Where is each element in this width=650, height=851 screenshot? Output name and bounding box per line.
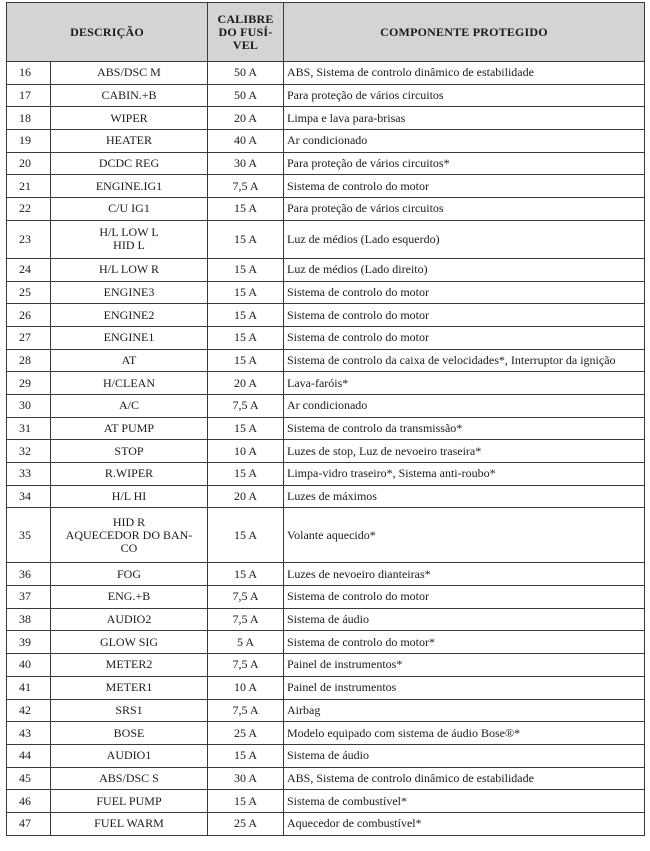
- table-row: [7, 485, 645, 508]
- fuse-number: 29: [7, 372, 51, 395]
- header-calibre: [208, 3, 284, 62]
- fuse-rating: 25 A: [208, 812, 284, 835]
- fuse-description-line: DCDC REG: [98, 156, 160, 171]
- fuse-rating: 50 A: [208, 84, 284, 107]
- fuse-rating: 15 A: [208, 744, 284, 767]
- fuse-description-line: SRS1: [115, 702, 143, 717]
- fuse-number: 45: [7, 767, 51, 790]
- fuse-rating: 15 A: [208, 220, 284, 258]
- protected-component: Sistema de combustível*: [284, 790, 645, 813]
- table-row: [7, 676, 645, 699]
- header-calibre-line: DO FUSÍ-: [218, 24, 273, 39]
- table-row: [7, 463, 645, 486]
- fuse-description-line: AQUECEDOR DO BAN-: [65, 527, 193, 542]
- protected-component: Painel de instrumentos*: [284, 654, 645, 677]
- fuse-rating: 7,5 A: [208, 699, 284, 722]
- protected-component: Sistema de controlo do motor*: [284, 631, 645, 654]
- fuse-description: [51, 417, 208, 440]
- fuse-number: 27: [7, 326, 51, 349]
- fuse-description: [51, 631, 208, 654]
- fuse-number: 41: [7, 676, 51, 699]
- fuse-description-line: FOG: [116, 566, 141, 581]
- fuse-description: [51, 722, 208, 745]
- fuse-description-line: ENGINE2: [103, 307, 155, 322]
- protected-component: Sistema de controlo do motor: [284, 326, 645, 349]
- table-row: [7, 508, 645, 563]
- fuse-description: [51, 304, 208, 327]
- fuse-description-line: AT PUMP: [103, 420, 155, 435]
- fuse-rating: 10 A: [208, 676, 284, 699]
- table-row: [7, 281, 645, 304]
- fuse-rating: 20 A: [208, 107, 284, 130]
- fuse-description-line: H/L LOW R: [99, 262, 159, 277]
- protected-component: ABS, Sistema de controlo dinâmico de estabilidade: [284, 62, 645, 85]
- fuse-table-container: [6, 2, 645, 836]
- protected-component: Luzes de nevoeiro dianteiras*: [284, 563, 645, 586]
- table-row: [7, 198, 645, 221]
- table-row: [7, 631, 645, 654]
- fuse-number: 22: [7, 198, 51, 221]
- protected-component: Luz de médios (Lado direito): [284, 258, 645, 281]
- fuse-rating: 7,5 A: [208, 654, 284, 677]
- fuse-description: [51, 563, 208, 586]
- fuse-rating: 30 A: [208, 152, 284, 175]
- table-row: [7, 699, 645, 722]
- fuse-number: 16: [7, 62, 51, 85]
- table-row: [7, 220, 645, 258]
- protected-component: Limpa-vidro traseiro*, Sistema anti-roubo*: [284, 463, 645, 486]
- fuse-description-line: H/L HI: [111, 489, 147, 504]
- protected-component: Sistema de controlo da caixa de velocidades*, Interruptor da ignição: [284, 349, 645, 372]
- fuse-number: 39: [7, 631, 51, 654]
- fuse-number: 32: [7, 440, 51, 463]
- fuse-description: [51, 654, 208, 677]
- protected-component: Sistema de controlo do motor: [284, 304, 645, 327]
- fuse-rating: 40 A: [208, 130, 284, 153]
- protected-component: Luz de médios (Lado esquerdo): [284, 220, 645, 258]
- fuse-number: 36: [7, 563, 51, 586]
- fuse-description: [51, 130, 208, 153]
- table-row: [7, 326, 645, 349]
- fuse-rating: 30 A: [208, 767, 284, 790]
- fuse-description-line: ENGINE3: [103, 284, 155, 299]
- fuse-description-line: AT: [121, 352, 137, 367]
- table-row: [7, 417, 645, 440]
- fuse-rating: 15 A: [208, 417, 284, 440]
- fuse-number: 37: [7, 586, 51, 609]
- fuse-description-line: HID R: [112, 514, 146, 529]
- protected-component: Aquecedor de combustível*: [284, 812, 645, 835]
- fuse-number: 26: [7, 304, 51, 327]
- table-row: [7, 563, 645, 586]
- fuse-number: 47: [7, 812, 51, 835]
- fuse-description-line: C/U IG1: [108, 201, 150, 216]
- protected-component: Painel de instrumentos: [284, 676, 645, 699]
- fuse-description: [51, 790, 208, 813]
- fuse-description: [51, 608, 208, 631]
- table-body: [7, 62, 645, 836]
- fuse-description: [51, 372, 208, 395]
- fuse-description-line: ABS/DSC M: [97, 65, 161, 80]
- fuse-description-line: CO: [120, 540, 138, 555]
- table-row: [7, 107, 645, 130]
- fuse-description: [51, 107, 208, 130]
- fuse-description: [51, 508, 208, 563]
- table-row: [7, 722, 645, 745]
- fuse-description-line: AUDIO1: [106, 748, 152, 763]
- fuse-description-line: METER1: [105, 680, 153, 695]
- fuse-description-line: ENGINE.IG1: [95, 178, 163, 193]
- fuse-description-line: A/C: [118, 398, 139, 413]
- fuse-rating: 5 A: [208, 631, 284, 654]
- table-row: [7, 349, 645, 372]
- fuse-rating: 7,5 A: [208, 394, 284, 417]
- fuse-description-line: HEATER: [106, 133, 152, 148]
- fuse-description: [51, 767, 208, 790]
- table-row: [7, 586, 645, 609]
- protected-component: Sistema de controlo do motor: [284, 175, 645, 198]
- fuse-description: [51, 175, 208, 198]
- table-row: [7, 394, 645, 417]
- fuse-number: 34: [7, 485, 51, 508]
- fuse-table: [6, 2, 645, 836]
- fuse-description: [51, 744, 208, 767]
- fuse-number: 42: [7, 699, 51, 722]
- fuse-description-line: ABS/DSC S: [99, 770, 159, 785]
- fuse-rating: 7,5 A: [208, 586, 284, 609]
- fuse-number: 25: [7, 281, 51, 304]
- fuse-rating: 15 A: [208, 281, 284, 304]
- protected-component: Ar condicionado: [284, 394, 645, 417]
- fuse-number: 18: [7, 107, 51, 130]
- header-calibre-line: VEL: [232, 37, 259, 52]
- fuse-rating: 15 A: [208, 304, 284, 327]
- fuse-number: 33: [7, 463, 51, 486]
- fuse-description: [51, 258, 208, 281]
- fuse-description: [51, 440, 208, 463]
- table-row: [7, 152, 645, 175]
- fuse-rating: 7,5 A: [208, 608, 284, 631]
- fuse-number: 43: [7, 722, 51, 745]
- protected-component: Sistema de áudio: [284, 608, 645, 631]
- fuse-number: 40: [7, 654, 51, 677]
- fuse-description-line: STOP: [114, 443, 144, 458]
- fuse-description-line: WIPER: [110, 110, 148, 125]
- protected-component: Para proteção de vários circuitos*: [284, 152, 645, 175]
- fuse-number: 28: [7, 349, 51, 372]
- table-row: [7, 130, 645, 153]
- fuse-rating: 15 A: [208, 508, 284, 563]
- fuse-number: 38: [7, 608, 51, 631]
- fuse-description: [51, 676, 208, 699]
- fuse-description: [51, 84, 208, 107]
- fuse-description: [51, 62, 208, 85]
- protected-component: Modelo equipado com sistema de áudio Bose®*: [284, 722, 645, 745]
- table-row: [7, 62, 645, 85]
- fuse-rating: 50 A: [208, 62, 284, 85]
- table-row: [7, 304, 645, 327]
- fuse-number: 46: [7, 790, 51, 813]
- fuse-rating: 15 A: [208, 463, 284, 486]
- protected-component: Airbag: [284, 699, 645, 722]
- protected-component: Volante aquecido*: [284, 508, 645, 563]
- protected-component: Sistema de áudio: [284, 744, 645, 767]
- fuse-description: [51, 349, 208, 372]
- table-row: [7, 175, 645, 198]
- protected-component: Para proteção de vários circuitos: [284, 198, 645, 221]
- fuse-rating: 25 A: [208, 722, 284, 745]
- fuse-description-line: AUDIO2: [106, 612, 152, 627]
- fuse-number: 20: [7, 152, 51, 175]
- fuse-description-line: H/CLEAN: [103, 375, 155, 390]
- protected-component: Limpa e lava para-brisas: [284, 107, 645, 130]
- table-row: [7, 812, 645, 835]
- protected-component: Luzes de máximos: [284, 485, 645, 508]
- fuse-number: 30: [7, 394, 51, 417]
- fuse-description-line: CABIN.+B: [101, 88, 157, 103]
- fuse-description-line: ENG.+B: [107, 589, 151, 604]
- fuse-rating: 15 A: [208, 258, 284, 281]
- protected-component: Para proteção de vários circuitos: [284, 84, 645, 107]
- fuse-description: [51, 198, 208, 221]
- fuse-description-line: HID L: [113, 238, 145, 253]
- fuse-description: [51, 699, 208, 722]
- table-row: [7, 608, 645, 631]
- fuse-description-line: ENGINE1: [103, 330, 155, 345]
- fuse-rating: 15 A: [208, 790, 284, 813]
- fuse-description-line: FUEL WARM: [94, 816, 164, 831]
- protected-component: Lava-faróis*: [284, 372, 645, 395]
- fuse-number: 23: [7, 220, 51, 258]
- fuse-number: 31: [7, 417, 51, 440]
- protected-component: Ar condicionado: [284, 130, 645, 153]
- fuse-description: [51, 220, 208, 258]
- fuse-number: 19: [7, 130, 51, 153]
- fuse-description: [51, 463, 208, 486]
- fuse-description: [51, 812, 208, 835]
- fuse-number: 44: [7, 744, 51, 767]
- fuse-rating: 20 A: [208, 485, 284, 508]
- fuse-description-line: METER2: [105, 657, 153, 672]
- table-row: [7, 258, 645, 281]
- fuse-description: [51, 586, 208, 609]
- fuse-description: [51, 281, 208, 304]
- fuse-description-line: FUEL PUMP: [96, 793, 162, 808]
- table-row: [7, 767, 645, 790]
- table-header-row: [7, 3, 645, 62]
- fuse-description-line: R.WIPER: [104, 466, 154, 481]
- header-componente: COMPONENTE PROTEGIDO: [284, 3, 645, 62]
- fuse-description-line: H/L LOW L: [99, 225, 159, 240]
- fuse-rating: 20 A: [208, 372, 284, 395]
- fuse-description: [51, 326, 208, 349]
- fuse-rating: 15 A: [208, 563, 284, 586]
- table-row: [7, 654, 645, 677]
- protected-component: ABS, Sistema de controlo dinâmico de estabilidade: [284, 767, 645, 790]
- fuse-description-line: BOSE: [113, 725, 145, 740]
- fuse-number: 21: [7, 175, 51, 198]
- header-descricao: DESCRIÇÃO: [7, 3, 208, 62]
- fuse-rating: 10 A: [208, 440, 284, 463]
- fuse-description: [51, 152, 208, 175]
- header-calibre-line: CALIBRE: [217, 11, 274, 26]
- table-row: [7, 440, 645, 463]
- protected-component: Sistema de controlo do motor: [284, 586, 645, 609]
- fuse-rating: 7,5 A: [208, 175, 284, 198]
- fuse-rating: 15 A: [208, 349, 284, 372]
- fuse-description-line: GLOW SIG: [99, 634, 159, 649]
- table-row: [7, 84, 645, 107]
- fuse-number: 24: [7, 258, 51, 281]
- protected-component: Sistema de controlo do motor: [284, 281, 645, 304]
- protected-component: Sistema de controlo da transmissão*: [284, 417, 645, 440]
- fuse-number: 35: [7, 508, 51, 563]
- table-row: [7, 372, 645, 395]
- fuse-rating: 15 A: [208, 198, 284, 221]
- fuse-number: 17: [7, 84, 51, 107]
- fuse-description: [51, 394, 208, 417]
- fuse-rating: 15 A: [208, 326, 284, 349]
- fuse-description: [51, 485, 208, 508]
- protected-component: Luzes de stop, Luz de nevoeiro traseira*: [284, 440, 645, 463]
- table-row: [7, 744, 645, 767]
- table-row: [7, 790, 645, 813]
